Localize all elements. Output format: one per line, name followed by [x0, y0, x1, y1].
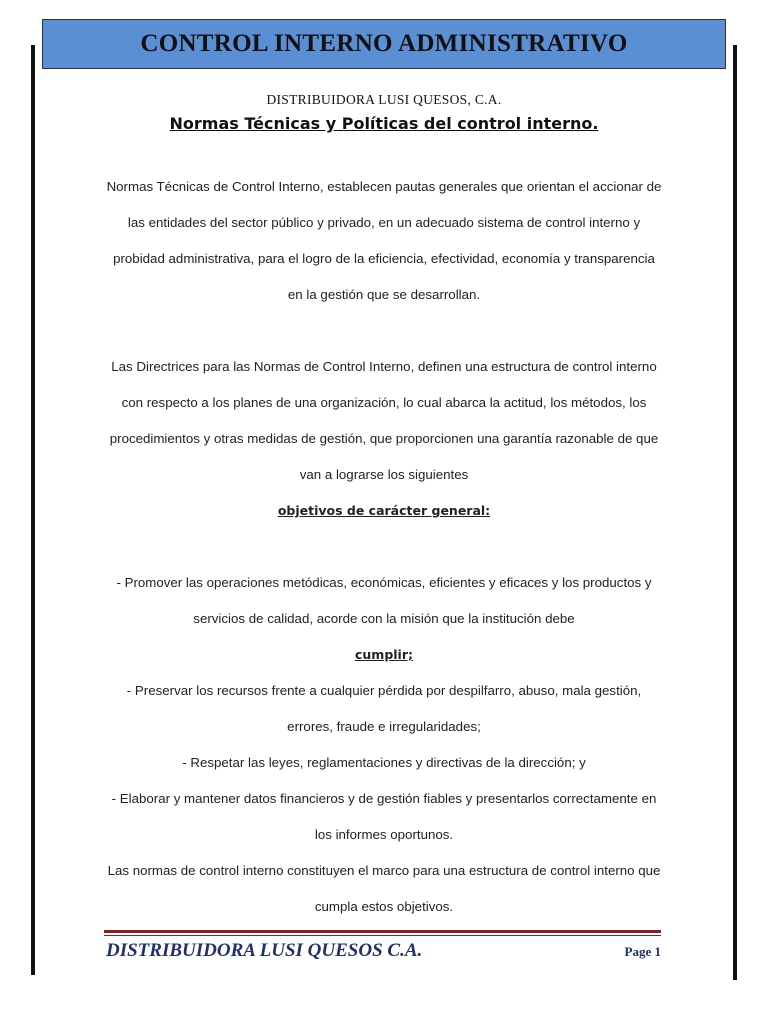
- footer-page-number: Page 1: [624, 944, 661, 959]
- page-border-left: [31, 45, 35, 975]
- footer-rule-thick: [104, 930, 661, 933]
- list-item-1: - Promover las operaciones metódicas, económicas, eficientes y eficaces y los productos y servicios de calidad, acorde con la misión que la institución debe: [116, 575, 652, 626]
- closing-paragraph: Las normas de control interno constituyen el marco para una estructura de control interno que cumpla estos objetivos.: [107, 863, 661, 914]
- list-item-1-emphasis: cumplir;: [354, 647, 413, 662]
- paragraph-2: Las Directrices para las Normas de Control Interno, definen una estructura de control interno con respecto a los planes de una organización, lo cual abarca la actitud, los métodos, los procedimientos y otras medidas de gestión, que proporcionen una garantía razonable de que van a lograrse los siguientes: [109, 359, 659, 482]
- section-subtitle: Normas Técnicas y Políticas del control interno.: [169, 114, 599, 133]
- list-item-4: - Elaborar y mantener datos financieros y de gestión fiables y presentarlos correctamente en los informes oportunos.: [111, 791, 657, 842]
- paragraph-2-emphasis: objetivos de carácter general:: [277, 503, 491, 518]
- footer-rule-thin: [104, 935, 661, 936]
- list-item-2: - Preservar los recursos frente a cualquier pérdida por despilfarro, abuso, mala gestión, errores, fraude e irregularidades;: [126, 683, 642, 734]
- page-title: CONTROL INTERNO ADMINISTRATIVO: [140, 30, 628, 57]
- paragraph-gap: [105, 313, 663, 349]
- header-banner: [42, 19, 726, 69]
- list-item-3: - Respetar las leyes, reglamentaciones y directivas de la dirección; y: [182, 755, 586, 770]
- paragraph-gap: [105, 529, 663, 565]
- page-border-right: [733, 45, 737, 980]
- company-line: DISTRIBUIDORA LUSI QUESOS, C.A.: [266, 92, 502, 107]
- document-body: [105, 169, 663, 925]
- footer-company: DISTRIBUIDORA LUSI QUESOS C.A.: [106, 940, 423, 961]
- paragraph-1: Normas Técnicas de Control Interno, establecen pautas generales que orientan el accionar de las entidades del sector público y privado, en un adecuado sistema de control interno y probidad administrativa, para el logro de la eficiencia, efectividad, economía y transparencia en la gestión que se desarrollan.: [106, 179, 662, 302]
